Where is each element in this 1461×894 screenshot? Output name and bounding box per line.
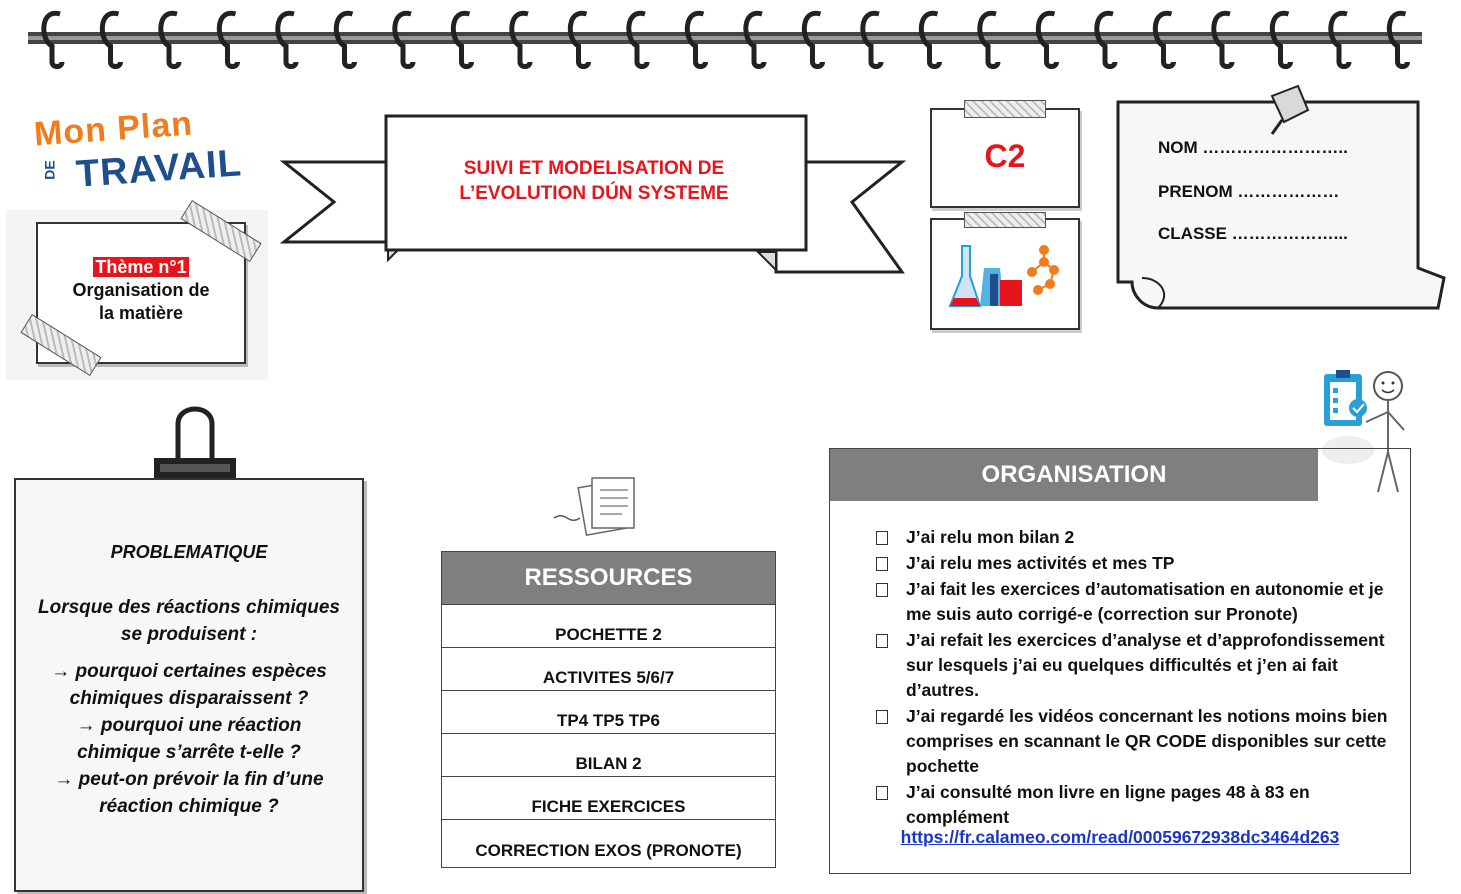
resource-row: ACTIVITES 5/6/7	[442, 648, 775, 691]
checkbox-icon[interactable]	[876, 634, 888, 648]
checklist-item[interactable]	[876, 551, 1398, 576]
problematique-q2: → pourquoi une réaction chimique s’arrête t-elle ?	[76, 715, 302, 763]
checklist-item-label: J’ai regardé les vidéos concernant les notions moins bien comprises en scannant le QR CODE disponibles sur cette pochette	[906, 706, 1388, 776]
checkbox-icon[interactable]	[876, 786, 888, 800]
identity-card	[1114, 102, 1444, 312]
resource-row: POCHETTE 2	[442, 605, 775, 648]
resource-row: FICHE EXERCICES	[442, 777, 775, 820]
classe-field[interactable]: CLASSE ………………...	[1158, 224, 1348, 243]
resource-row: CORRECTION EXOS (PRONOTE)	[475, 841, 742, 860]
banner-line2: L’EVOLUTION DÚN SYSTEME	[459, 183, 729, 204]
code-tape	[964, 100, 1046, 118]
code-card	[930, 108, 1080, 208]
checkbox-icon[interactable]	[876, 531, 888, 545]
documents-icon	[552, 468, 652, 540]
banner-line1: SUIVI ET MODELISATION DE	[463, 158, 725, 179]
checklist-item-label: J’ai relu mes activités et mes TP	[906, 553, 1175, 573]
checklist-item-label: J’ai refait les exercices d’analyse et d’approfondissement sur lesquels j’ai eu quelques difficultés et j’en ai fait d’autres.	[906, 630, 1385, 700]
theme-title-line2: la matière	[98, 303, 184, 323]
chemistry-icon	[932, 220, 1078, 328]
problematique-card	[14, 478, 364, 892]
chemistry-card	[930, 218, 1080, 330]
resources-title: RESSOURCES	[442, 552, 775, 605]
organisation-checklist	[876, 525, 1398, 831]
chemistry-tape	[964, 212, 1046, 228]
checklist-item-label: J’ai consulté mon livre en ligne pages 48 à 83 en complément	[906, 782, 1310, 827]
organisation-box	[829, 448, 1411, 874]
calameo-link[interactable]: https://fr.calameo.com/read/00059672938dc3464d263	[900, 827, 1340, 847]
checklist-item[interactable]	[876, 628, 1398, 703]
prenom-field[interactable]: PRENOM ………………	[1158, 182, 1340, 201]
logo-prefix: DE	[41, 160, 58, 180]
spiral-binding-icon	[0, 0, 1461, 80]
resources-table	[441, 551, 776, 868]
banner-title	[388, 120, 800, 242]
organisation-title: ORGANISATION	[830, 449, 1318, 501]
checklist-item-label: J’ai relu mon bilan 2	[906, 527, 1075, 547]
problematique-title: PROBLEMATIQUE	[110, 542, 268, 562]
checklist-item[interactable]	[876, 525, 1398, 550]
logo-line1: Mon Plan	[32, 104, 195, 154]
resource-row: BILAN 2	[442, 734, 775, 777]
nom-field[interactable]: NOM ……………………..	[1158, 138, 1348, 157]
theme-title-line1: Organisation de	[72, 280, 210, 300]
problematique-intro: Lorsque des réactions chimiques se produisent :	[38, 597, 340, 645]
checklist-item-label: J’ai fait les exercices d’automatisation en autonomie et je me suis auto corrigé-e (correction sur Pronote)	[906, 579, 1384, 624]
code-label: C2	[984, 138, 1026, 174]
resource-row: TP4 TP5 TP6	[442, 691, 775, 734]
problematique-q3: → peut-on prévoir la fin d’une réaction chimique ?	[54, 769, 324, 817]
checkbox-icon[interactable]	[876, 583, 888, 597]
theme-tag: Thème n°1	[95, 257, 187, 277]
checkbox-icon[interactable]	[876, 710, 888, 724]
problematique-q1: → pourquoi certaines espèces chimiques disparaissent ?	[51, 661, 327, 709]
logo	[30, 104, 244, 200]
checklist-item[interactable]	[876, 780, 1398, 830]
logo-line2: TRAVAIL	[74, 142, 244, 196]
checkbox-icon[interactable]	[876, 557, 888, 571]
checklist-item[interactable]	[876, 577, 1398, 627]
checklist-item[interactable]	[876, 704, 1398, 779]
